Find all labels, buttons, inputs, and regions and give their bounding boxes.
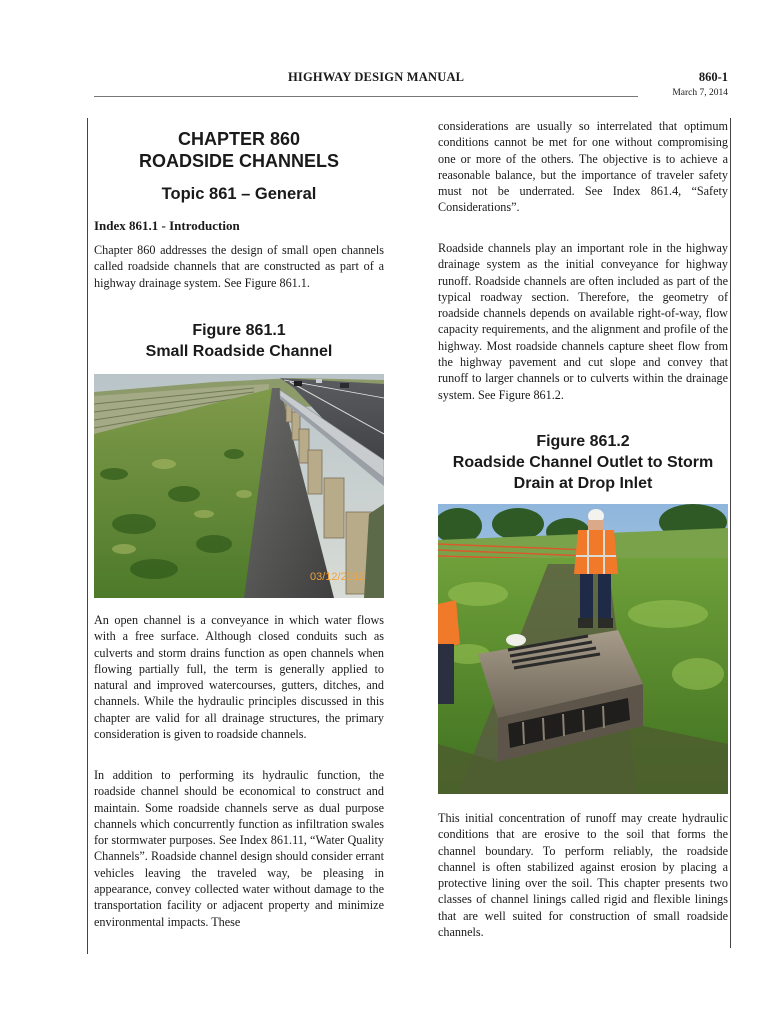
figure-861-2-caption: [438, 431, 728, 494]
manual-title: HIGHWAY DESIGN MANUAL: [288, 70, 465, 84]
figure-861-2-number: Figure 861.2: [536, 433, 630, 450]
chapter-heading: [94, 128, 384, 172]
topic-heading: Topic 861 – General: [161, 185, 317, 203]
header-rule: [94, 96, 638, 97]
figure-861-1-title: Small Roadside Channel: [145, 343, 333, 360]
hydraulic-function-paragraph: In addition to performing its hydraulic function, the roadside channel should be economical to construct and maintain. Some roadside channels serve as dual purpose channels which concurrently function as infiltration swales for stormwater purposes. See Index 861.11, “Water Quality Channels”. Roadside channel design should consider errant vehicles leaving the traveled way, be pleasing in appearance, convey collected water without damage to the transportation facility or adjacent property and minimize environmental impacts. These: [94, 768, 384, 929]
important-role-paragraph: Roadside channels play an important role in the highway drainage system as the initial conveyance for highway runoff. Roadside channels are often included as part of the typical roadway section. Therefore, the geometry of roadside channels depends on available right-of-way, flow capacity requirements, and the alignment and profile of the highway. Most roadside channels capture sheet flow from the highway pavement and cut slope and convey that runoff to larger channels or to culverts within the drainage system. See Figure 861.2.: [438, 241, 728, 402]
right-column-rule: [730, 118, 731, 948]
photo-date-stamp: 03/12/2012: [310, 571, 366, 583]
drop-inlet-illustration: [438, 504, 728, 794]
figure-861-1-caption: [94, 320, 384, 362]
figure-861-1-number: Figure 861.1: [192, 322, 286, 339]
page-number: 860-1: [698, 70, 728, 84]
index-heading: Index 861.1 - Introduction: [94, 218, 240, 233]
considerations-paragraph: considerations are usually so interrelated that optimum conditions cannot be met for one without compromising one or more of the others. The objective is to achieve a reasonable balance, but the importance of traveler safety must not be underrated. See Index 861.4, “Safety Considerations”.: [438, 119, 728, 215]
initial-concentration-paragraph: This initial concentration of runoff may create hydraulic conditions that are erosive to the soil that forms the channel boundary. To perform reliably, the roadside channel is often stabilized against erosion by placing a protective lining over the soil. This chapter presents two classes of channel linings called rigid and flexible linings that are well suited for construction of small roadside channels.: [438, 811, 728, 940]
roadside-channel-photo: [94, 374, 384, 598]
figure-861-2-title: Roadside Channel Outlet to Storm Drain at Drop Inlet: [452, 454, 714, 492]
roadside-channel-illustration: [94, 374, 384, 598]
chapter-title: ROADSIDE CHANNELS: [138, 151, 339, 171]
open-channel-paragraph: An open channel is a conveyance in which water flows with a free surface. Although closed conduits such as culverts and storm drains function as open channels when flowing partially full, the term is generally applied to natural and improved watercourses, gutters, ditches, and channels. While the hydraulic principles discussed in this chapter are valid for all drainage structures, the primary consideration is given to roadside channels.: [94, 613, 384, 742]
chapter-label: CHAPTER 860: [177, 129, 301, 149]
intro-paragraph: Chapter 860 addresses the design of small open channels called roadside channels that are constructed as part of a highway drainage system. See Figure 861.1.: [94, 243, 384, 290]
left-column-rule: [87, 118, 88, 954]
drop-inlet-photo: [438, 504, 728, 794]
revision-date: March 7, 2014: [672, 88, 728, 98]
